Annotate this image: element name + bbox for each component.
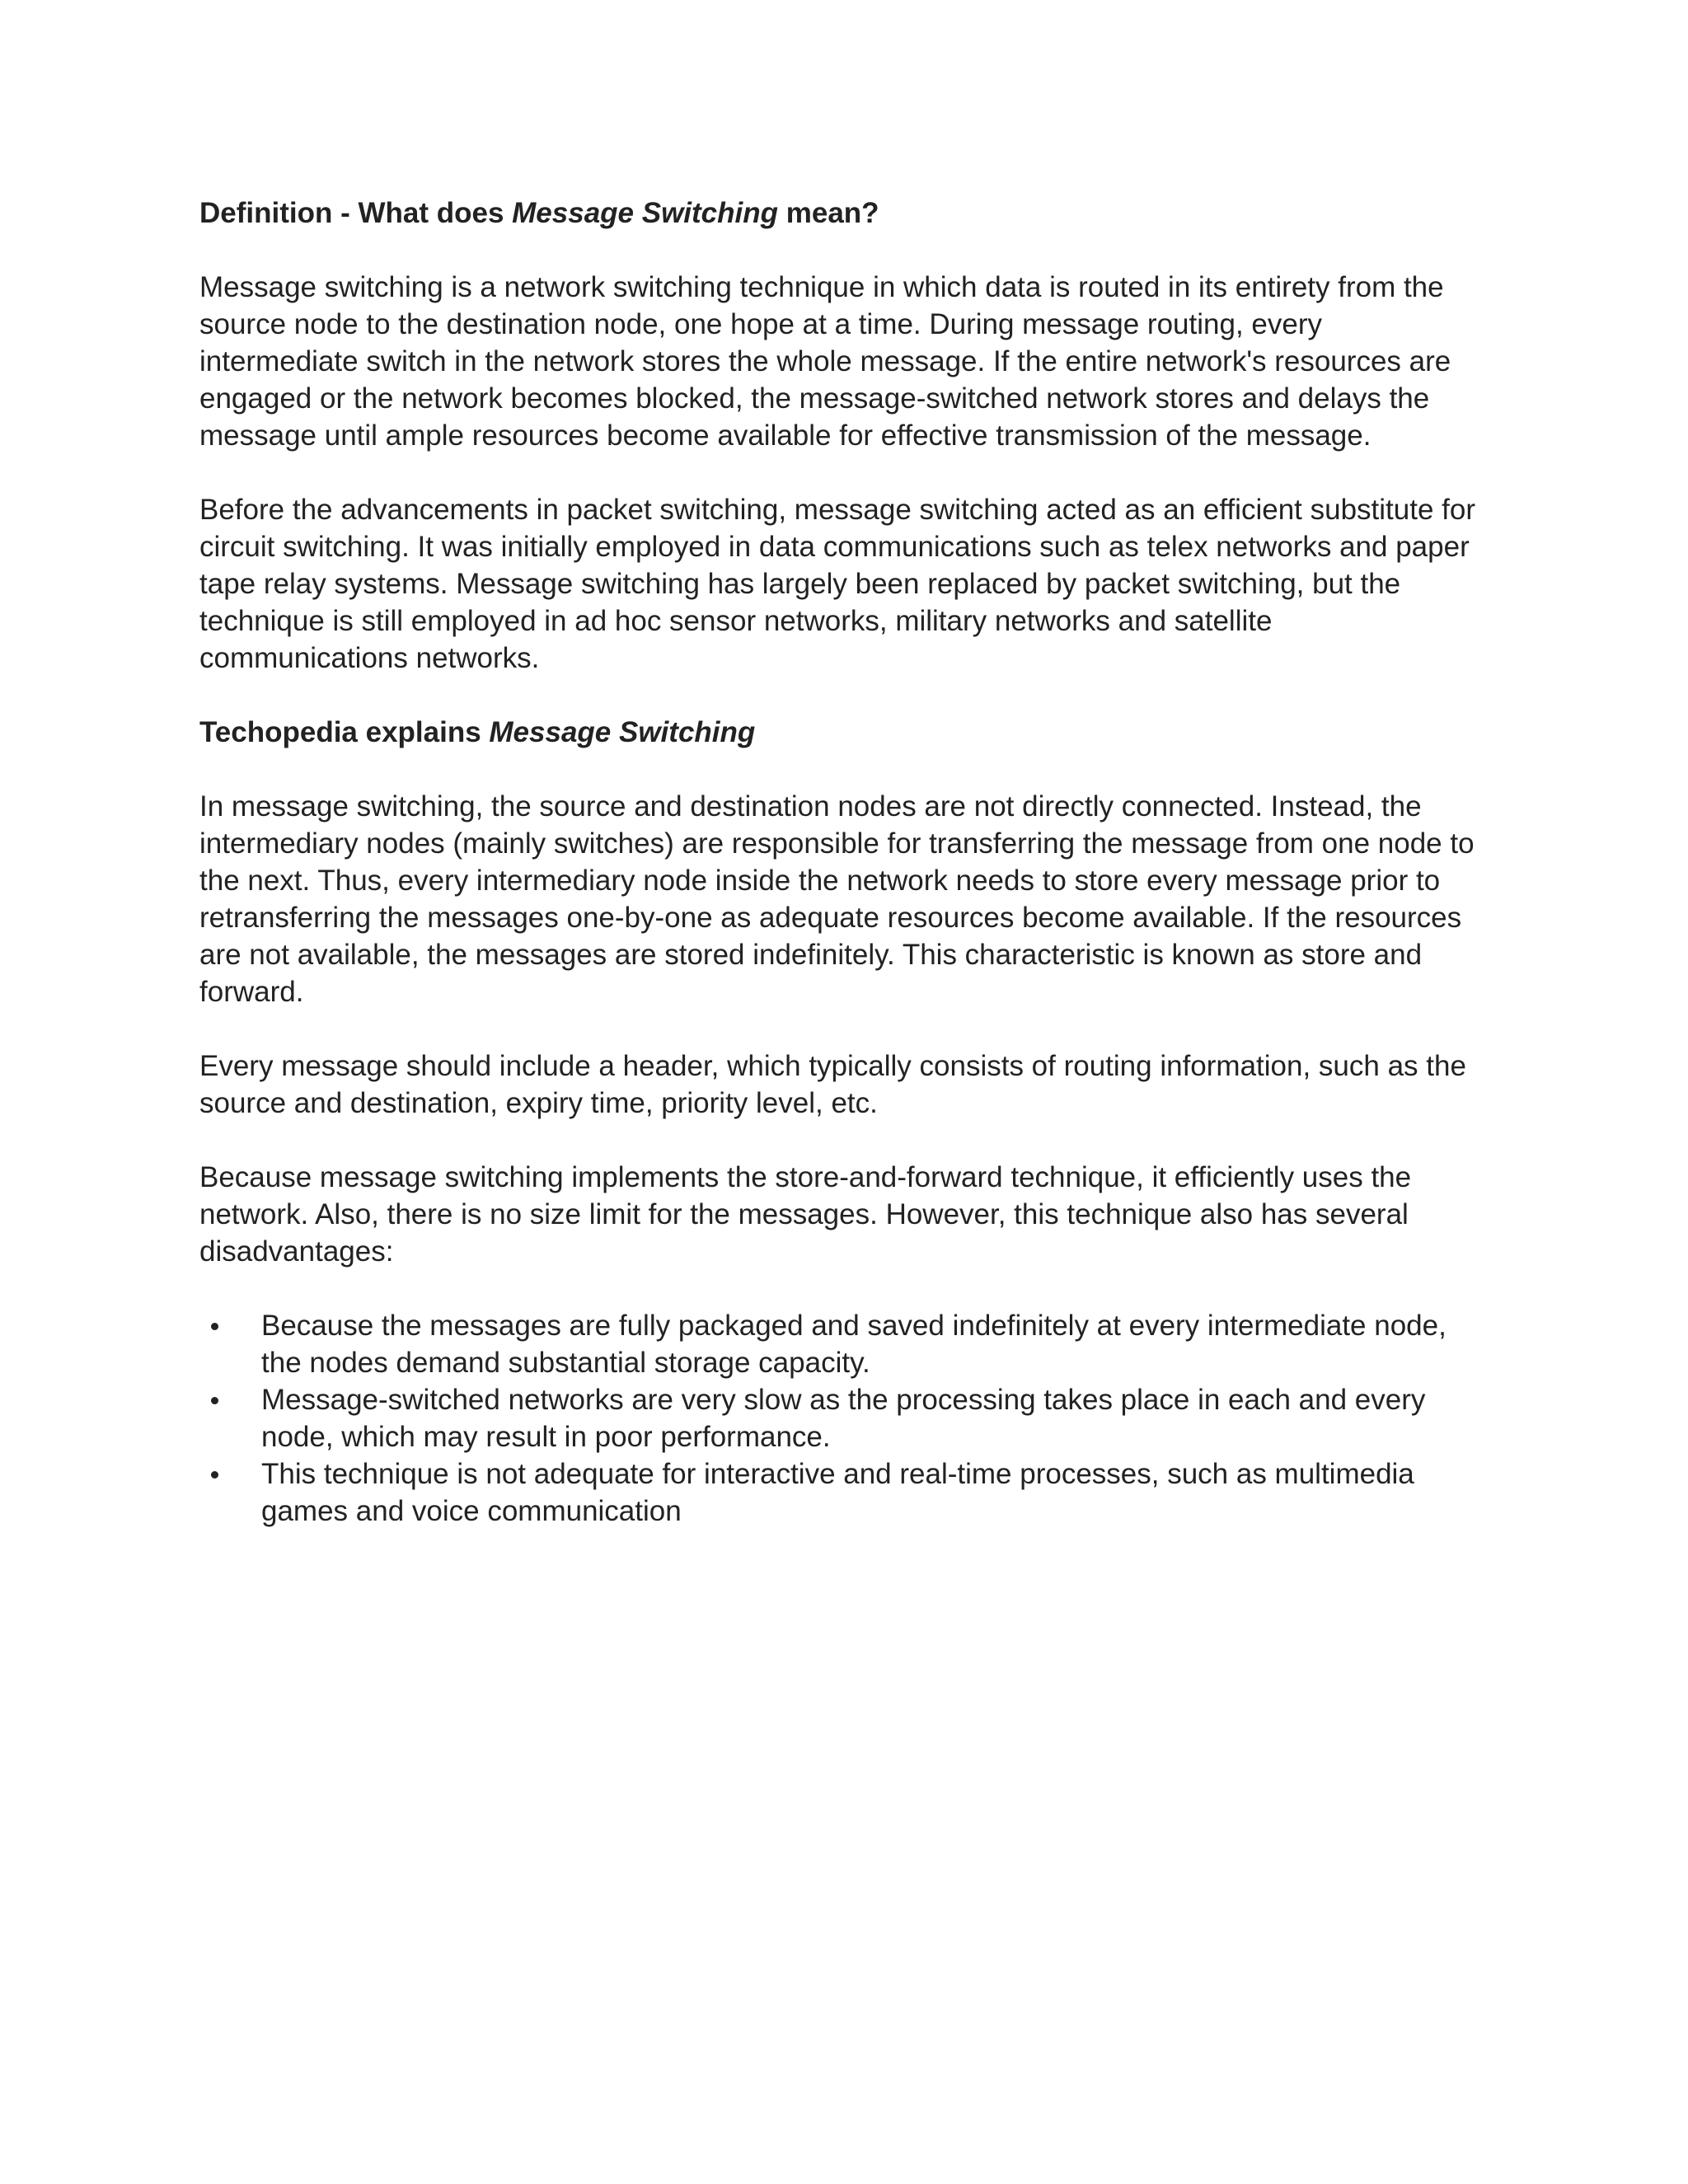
text-line: engaged or the network becomes blocked, the message-switched network stores and delays the — [199, 382, 1430, 415]
text-line: node, which may result in poor performance. — [261, 1421, 831, 1453]
text-line: Message switching is a network switching technique in which data is routed in its entirety from the — [199, 271, 1444, 303]
text-line: the next. Thus, every intermediary node inside the network needs to store every message prior to — [199, 865, 1441, 897]
text-line: Before the advancements in packet switching, message switching acted as an efficient substitute for — [199, 494, 1475, 526]
header-paragraph — [199, 1047, 1502, 1122]
definition-heading-term: Message Switching — [512, 197, 779, 229]
text-line: disadvantages: — [199, 1235, 394, 1268]
text-line: games and voice communication — [261, 1495, 682, 1527]
definition-paragraph — [199, 269, 1502, 454]
spacer — [199, 1010, 1502, 1047]
text-line: are not available, the messages are stored indefinitely. This characteristic is known as store and — [199, 939, 1423, 971]
list-item — [199, 1307, 1502, 1381]
text-line: Because the messages are fully packaged and saved indefinitely at every intermediate node, — [261, 1310, 1447, 1342]
text-line: source and destination, expiry time, priority level, etc. — [199, 1087, 878, 1119]
text-line: Message-switched networks are very slow as the processing takes place in each and every — [261, 1384, 1426, 1416]
spacer — [199, 454, 1502, 491]
disadvantages-list — [199, 1307, 1502, 1530]
history-paragraph — [199, 491, 1502, 677]
text-line: tape relay systems. Message switching has largely been replaced by packet switching, but the — [199, 568, 1401, 600]
text-line: Because message switching implements the store-and-forward technique, it efficiently uses the — [199, 1161, 1412, 1193]
text-line: source node to the destination node, one hope at a time. During message routing, every — [199, 308, 1322, 340]
document-page — [199, 194, 1502, 1530]
text-line: intermediary nodes (mainly switches) are responsible for transferring the message from one node to — [199, 827, 1475, 860]
text-line: network. Also, there is no size limit for the messages. However, this technique also has several — [199, 1198, 1409, 1230]
text-line: the nodes demand substantial storage capacity. — [261, 1347, 870, 1379]
text-line: Every message should include a header, which typically consists of routing information, such as the — [199, 1050, 1466, 1082]
store-and-forward-paragraph — [199, 788, 1502, 1010]
text-line: This technique is not adequate for interactive and real-time processes, such as multimedia — [261, 1458, 1414, 1490]
explains-heading-term: Message Switching — [489, 716, 756, 748]
spacer — [199, 751, 1502, 788]
definition-heading — [199, 194, 1502, 232]
definition-heading-prefix: Definition - What does — [199, 197, 513, 229]
explains-heading-prefix: Techopedia explains — [199, 716, 490, 748]
text-line: circuit switching. It was initially employed in data communications such as telex networks and paper — [199, 531, 1470, 563]
spacer — [199, 232, 1502, 269]
text-line: communications networks. — [199, 642, 540, 674]
disadvantages-intro-paragraph — [199, 1159, 1502, 1270]
text-line: technique is still employed in ad hoc sensor networks, military networks and satellite — [199, 605, 1273, 637]
spacer — [199, 1122, 1502, 1159]
text-line: message until ample resources become available for effective transmission of the message. — [199, 419, 1372, 452]
text-line: In message switching, the source and destination nodes are not directly connected. Instead, the — [199, 790, 1422, 823]
bullet-icon — [211, 1323, 218, 1330]
text-line: forward. — [199, 976, 304, 1008]
bullet-icon — [211, 1397, 218, 1404]
spacer — [199, 1270, 1502, 1307]
list-item — [199, 1381, 1502, 1455]
definition-heading-suffix: mean? — [778, 197, 879, 229]
explains-heading — [199, 714, 1502, 751]
list-item — [199, 1455, 1502, 1530]
bullet-icon — [211, 1471, 218, 1479]
spacer — [199, 677, 1502, 714]
text-line: retransferring the messages one-by-one as adequate resources become available. If the resources — [199, 902, 1462, 934]
text-line: intermediate switch in the network stores the whole message. If the entire network's resources are — [199, 345, 1451, 377]
